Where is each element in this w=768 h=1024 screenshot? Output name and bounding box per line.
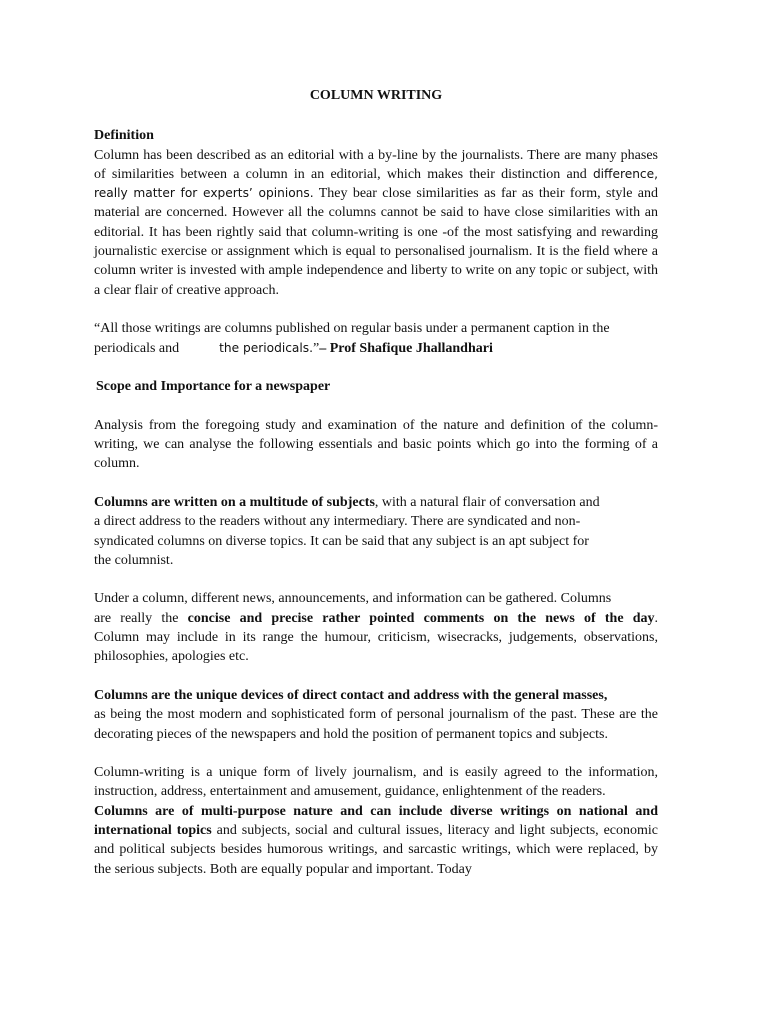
- quote-line-1: “All those writings are columns published on regular basis under a permanent caption in the: [94, 321, 610, 337]
- news-line-2-bold: concise and precise rather pointed comments on the news of the day: [187, 610, 655, 626]
- quote-line-2-sans: the periodicals.: [219, 340, 314, 355]
- spacer: [94, 667, 658, 686]
- analysis-paragraph: Analysis from the foregoing study and examination of the nature and definition of the column-writing, we can analyse the following essentials and basic points which go into the forming of a column.: [94, 417, 658, 472]
- multi-purpose-bold: Columns are of multi-purpose nature and can include diverse writings on national and international topics: [94, 803, 658, 838]
- news-paragraph: [94, 589, 658, 666]
- multitude-line-2: a direct address to the readers without any intermediary. There are syndicated and non-: [94, 514, 581, 530]
- spacer: [94, 474, 658, 493]
- multitude-paragraph: [94, 493, 658, 570]
- document-page: [94, 80, 658, 879]
- lively-journalism-paragraph: Column-writing is a unique form of lively journalism, and is easily agreed to the information, instruction, address, entertainment and amusement, guidance, enlightenment of the readers.: [94, 765, 658, 800]
- news-paragraph-rest: Column may include in its range the humour, criticism, wisecracks, judgements, observations, philosophies, apologies etc.: [94, 630, 658, 665]
- definition-text-part-2: They bear close similarities as far as their form, style and material are concerned. However all the columns cannot be said to have close similarities with an editorial. It has been rightly said that column-writing is one -of the most satisfying and rewarding journalistic exercise or assignment which is equal to personalised journalism. It is the field where a column writer is invested with ample independence and liberty to write on any topic or subject, with a clear flair of creative approach.: [94, 186, 659, 298]
- multitude-line-3: syndicated columns on diverse topics. It can be said that any subject is an apt subject for: [94, 533, 589, 549]
- multi-purpose-paragraph: [94, 802, 658, 879]
- definition-paragraph: [94, 146, 658, 300]
- spacer: [94, 300, 658, 319]
- unique-devices-paragraph: [94, 686, 658, 744]
- definition-heading: Definition: [94, 128, 154, 144]
- news-line-2-end: .: [654, 610, 659, 626]
- quote-line-2: [94, 339, 658, 358]
- multitude-bold: Columns are written on a multitude of subjects: [94, 494, 375, 510]
- document-title: COLUMN WRITING: [309, 88, 443, 103]
- spacer: [94, 396, 658, 415]
- news-line-1: Under a column, different news, announcements, and information can be gathered. Columns: [94, 591, 612, 607]
- multi-purpose-rest: and subjects, social and cultural issues, literacy and light subjects, economic and political subjects besides humorous writings, and sarcastic writings, which were replaced, by the serious subjects. Both are equally popular and important. Today: [94, 822, 659, 877]
- multitude-line-4: the columnist.: [94, 552, 174, 568]
- definition-text-part-1: Column has been described as an editorial with a by-line by the journalists. There are many phases of similarities between a column in an editorial, which makes their distinction and: [94, 147, 658, 182]
- scope-heading: Scope and Importance for a newspaper: [96, 379, 331, 395]
- spacer: [94, 744, 658, 763]
- unique-devices-bold: Columns are the unique devices of direct contact and address with the general masses,: [94, 687, 608, 703]
- quote-close-mark: ”: [313, 340, 320, 356]
- multitude-line-1: [94, 493, 658, 512]
- quote-line-2-start: periodicals and: [94, 340, 180, 356]
- unique-devices-rest: as being the most modern and sophisticated form of personal journalism of the past. These are the decorating pieces of the newspapers and hold the position of permanent topics and subjects.: [94, 707, 658, 742]
- definition-text-sans: difference, really matter for experts’ opinions.: [94, 166, 658, 201]
- quote-author: – Prof Shafique Jhallandhari: [319, 340, 493, 356]
- spacer: [94, 358, 658, 377]
- multitude-line-1-rest: , with a natural flair of conversation and: [374, 494, 600, 510]
- news-line-2: [94, 609, 658, 628]
- spacer: [94, 570, 658, 589]
- news-line-2-start: are really the: [94, 610, 188, 626]
